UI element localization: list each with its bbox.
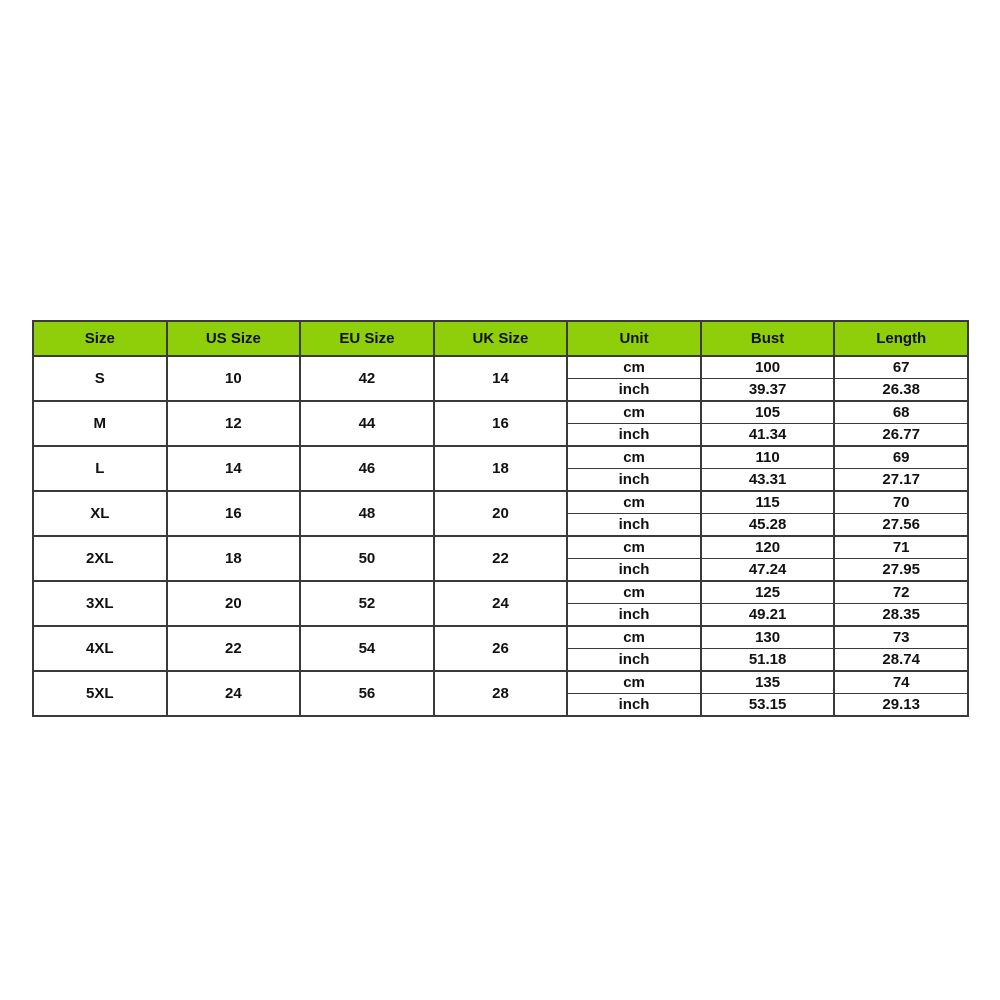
unit-cell: cm [567, 446, 701, 469]
header-bust: Bust [701, 321, 835, 356]
bust-cell: 105 [701, 401, 835, 424]
length-cell: 73 [834, 626, 968, 649]
uk-size-cell: 20 [434, 491, 568, 536]
length-cell: 67 [834, 356, 968, 379]
size-cell: 2XL [33, 536, 167, 581]
us-size-cell: 20 [167, 581, 301, 626]
uk-size-cell: 24 [434, 581, 568, 626]
eu-size-cell: 52 [300, 581, 434, 626]
header-eu-size: EU Size [300, 321, 434, 356]
length-cell: 28.35 [834, 604, 968, 627]
size-cell: 3XL [33, 581, 167, 626]
uk-size-cell: 22 [434, 536, 568, 581]
bust-cell: 135 [701, 671, 835, 694]
header-length: Length [834, 321, 968, 356]
bust-cell: 115 [701, 491, 835, 514]
size-cell: L [33, 446, 167, 491]
length-cell: 27.95 [834, 559, 968, 582]
eu-size-cell: 42 [300, 356, 434, 401]
size-cell: S [33, 356, 167, 401]
length-cell: 74 [834, 671, 968, 694]
length-cell: 27.56 [834, 514, 968, 537]
unit-cell: inch [567, 469, 701, 492]
unit-cell: inch [567, 604, 701, 627]
unit-cell: cm [567, 536, 701, 559]
bust-cell: 43.31 [701, 469, 835, 492]
unit-cell: cm [567, 581, 701, 604]
bust-cell: 53.15 [701, 694, 835, 717]
unit-cell: cm [567, 491, 701, 514]
length-cell: 29.13 [834, 694, 968, 717]
table-row [33, 401, 968, 424]
header-us-size: US Size [167, 321, 301, 356]
uk-size-cell: 16 [434, 401, 568, 446]
unit-cell: inch [567, 649, 701, 672]
unit-cell: inch [567, 559, 701, 582]
bust-cell: 100 [701, 356, 835, 379]
bust-cell: 120 [701, 536, 835, 559]
length-cell: 68 [834, 401, 968, 424]
unit-cell: inch [567, 694, 701, 717]
length-cell: 71 [834, 536, 968, 559]
table-row [33, 626, 968, 649]
length-cell: 28.74 [834, 649, 968, 672]
us-size-cell: 10 [167, 356, 301, 401]
eu-size-cell: 48 [300, 491, 434, 536]
length-cell: 27.17 [834, 469, 968, 492]
uk-size-cell: 26 [434, 626, 568, 671]
size-cell: M [33, 401, 167, 446]
size-cell: 5XL [33, 671, 167, 716]
table-row [33, 446, 968, 469]
table-body [33, 356, 968, 716]
length-cell: 69 [834, 446, 968, 469]
unit-cell: cm [567, 671, 701, 694]
table-row [33, 356, 968, 379]
us-size-cell: 14 [167, 446, 301, 491]
size-cell: 4XL [33, 626, 167, 671]
table-row [33, 581, 968, 604]
bust-cell: 51.18 [701, 649, 835, 672]
header-size: Size [33, 321, 167, 356]
size-chart-table [32, 320, 969, 717]
header-unit: Unit [567, 321, 701, 356]
us-size-cell: 22 [167, 626, 301, 671]
header-uk-size: UK Size [434, 321, 568, 356]
us-size-cell: 12 [167, 401, 301, 446]
unit-cell: cm [567, 401, 701, 424]
uk-size-cell: 18 [434, 446, 568, 491]
unit-cell: inch [567, 379, 701, 402]
bust-cell: 45.28 [701, 514, 835, 537]
bust-cell: 110 [701, 446, 835, 469]
unit-cell: cm [567, 356, 701, 379]
us-size-cell: 24 [167, 671, 301, 716]
bust-cell: 49.21 [701, 604, 835, 627]
table-row [33, 536, 968, 559]
length-cell: 26.77 [834, 424, 968, 447]
eu-size-cell: 46 [300, 446, 434, 491]
unit-cell: inch [567, 424, 701, 447]
eu-size-cell: 50 [300, 536, 434, 581]
eu-size-cell: 54 [300, 626, 434, 671]
us-size-cell: 16 [167, 491, 301, 536]
us-size-cell: 18 [167, 536, 301, 581]
uk-size-cell: 14 [434, 356, 568, 401]
bust-cell: 41.34 [701, 424, 835, 447]
bust-cell: 125 [701, 581, 835, 604]
length-cell: 26.38 [834, 379, 968, 402]
bust-cell: 130 [701, 626, 835, 649]
table-row [33, 491, 968, 514]
size-cell: XL [33, 491, 167, 536]
uk-size-cell: 28 [434, 671, 568, 716]
unit-cell: cm [567, 626, 701, 649]
table-row [33, 671, 968, 694]
header-row [33, 321, 968, 356]
eu-size-cell: 56 [300, 671, 434, 716]
bust-cell: 39.37 [701, 379, 835, 402]
unit-cell: inch [567, 514, 701, 537]
eu-size-cell: 44 [300, 401, 434, 446]
length-cell: 72 [834, 581, 968, 604]
length-cell: 70 [834, 491, 968, 514]
bust-cell: 47.24 [701, 559, 835, 582]
